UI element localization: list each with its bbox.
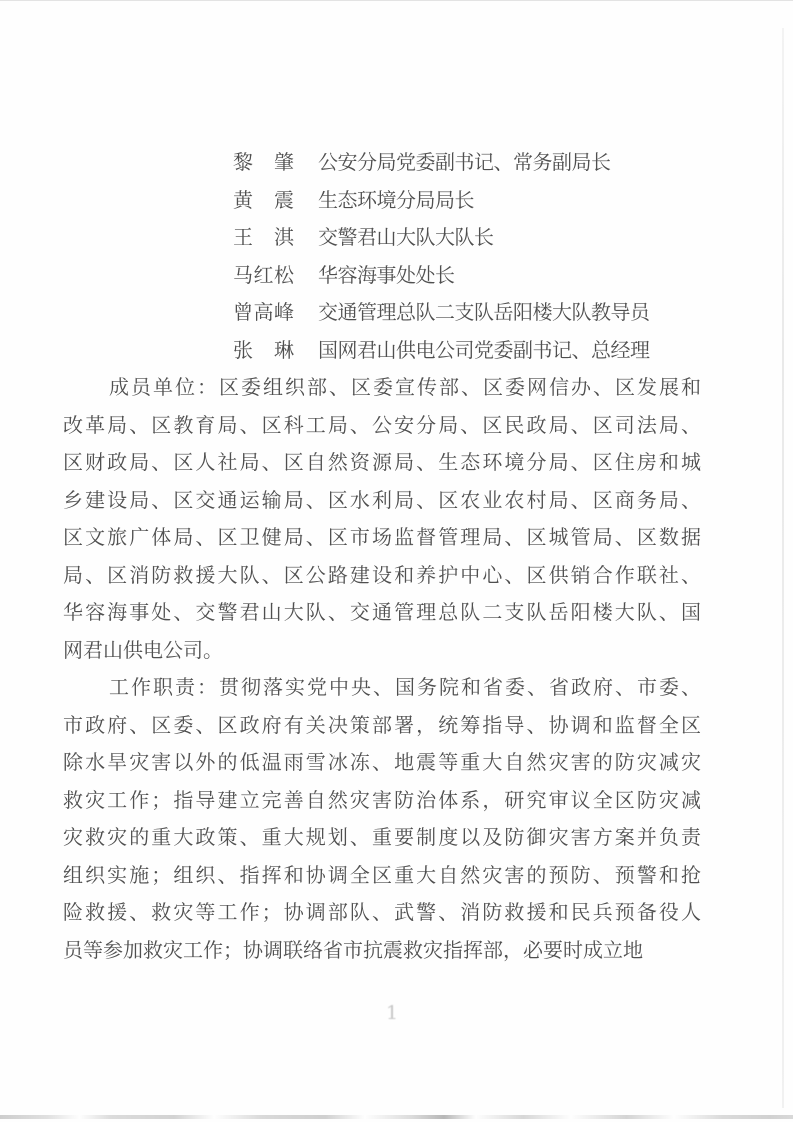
member-units-paragraph bbox=[63, 369, 701, 669]
leader-row bbox=[0, 257, 793, 295]
paragraph-line: 区财政局、区人社局、区自然资源局、生态环境分局、区住房和城 bbox=[63, 450, 701, 474]
paragraph-line: 改革局、区教育局、区科工局、公安分局、区民政局、区司法局、 bbox=[63, 412, 701, 437]
paragraph-line: 组织实施；组织、指挥和协调全区重大自然灾害的预防、预警和抢 bbox=[63, 862, 701, 887]
paragraph-line: 局、区消防救援大队、区公路建设和养护中心、区供销合作联社、 bbox=[63, 562, 701, 587]
paragraph-line: 乡建设局、区交通运输局、区水利局、区农业农村局、区商务局、 bbox=[63, 487, 701, 512]
paragraph-line: 救灾工作；指导建立完善自然灾害防治体系，研究审议全区防灾减 bbox=[63, 787, 701, 812]
leader-title: 公安分局党委副书记、常务副局长 bbox=[318, 150, 611, 174]
leader-row bbox=[0, 144, 793, 182]
paragraph-line: 市政府、区委、区政府有关决策部署，统筹指导、协调和监督全区 bbox=[63, 712, 701, 737]
leader-title: 国网君山供电公司党委副书记、总经理 bbox=[318, 337, 650, 362]
leader-name: 王 淇 bbox=[233, 225, 295, 249]
scan-artifact-right-edge bbox=[782, 28, 784, 1108]
paragraph-line: 员等参加救灾工作；协调联络省市抗震救灾指挥部，必要时成立地 bbox=[63, 937, 643, 962]
leader-title: 交通管理总队二支队岳阳楼大队教导员 bbox=[318, 300, 650, 324]
paragraph-line: 工作职责：贯彻落实党中央、国务院和省委、省政府、市委、 bbox=[109, 675, 701, 699]
leader-name: 黎 肇 bbox=[233, 150, 295, 174]
leader-title: 华容海事处处长 bbox=[318, 262, 455, 287]
leader-title: 交警君山大队大队长 bbox=[318, 225, 494, 249]
leaders-list bbox=[0, 144, 793, 369]
paragraph-line: 华容海事处、交警君山大队、交通管理总队二支队岳阳楼大队、国 bbox=[63, 600, 701, 624]
paragraph-line: 险救援、救灾等工作；协调部队、武警、消防救援和民兵预备役人 bbox=[63, 900, 701, 924]
scan-artifact-top-edge bbox=[0, 0, 793, 1]
leader-name: 马红松 bbox=[233, 262, 295, 287]
page-number: 1 bbox=[385, 1002, 399, 1024]
leader-title: 生态环境分局局长 bbox=[318, 187, 474, 212]
leader-name: 曾高峰 bbox=[233, 300, 295, 324]
leader-row bbox=[0, 332, 793, 370]
paragraph-line: 灾救灾的重大政策、重大规划、重要制度以及防御灾害方案并负责 bbox=[63, 825, 701, 849]
paragraph-line: 成员单位：区委组织部、区委宣传部、区委网信办、区发展和 bbox=[109, 375, 701, 399]
scan-artifact-bottom-edge bbox=[0, 1115, 793, 1119]
leader-row bbox=[0, 294, 793, 332]
duties-paragraph bbox=[63, 669, 701, 969]
leader-name: 张 琳 bbox=[233, 337, 295, 362]
leader-row bbox=[0, 219, 793, 257]
paragraph-line: 区文旅广体局、区卫健局、区市场监督管理局、区城管局、区数据 bbox=[63, 525, 701, 549]
leader-row bbox=[0, 182, 793, 220]
paragraph-line: 网君山供电公司。 bbox=[63, 637, 223, 662]
paragraph-line: 除水旱灾害以外的低温雨雪冰冻、地震等重大自然灾害的防灾减灾 bbox=[63, 750, 701, 774]
leader-name: 黄 震 bbox=[233, 187, 295, 212]
